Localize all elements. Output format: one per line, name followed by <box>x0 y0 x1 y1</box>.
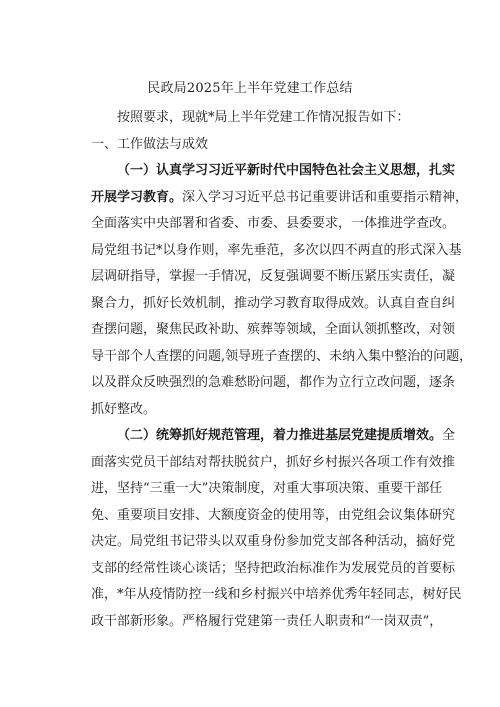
p2-line5: 决定。局党组书记带头以双重身份参加党支部各种活动，搞好党 <box>91 534 456 549</box>
p1-line2-text: 深入学习习近平总书记重要讲话和重要指示精神， <box>182 190 469 205</box>
p2-line8: 政干部新形象。严格履行党建第一责任人职责和“一岗双责”， <box>91 614 443 629</box>
p2-line7: 准，*年从疫情防控一线和乡村振兴中培养优秀年轻同志，树好民 <box>91 587 462 602</box>
p2-line2: 面落实党员干部结对帮扶脱贫户，抓好乡村振兴各项工作有效推 <box>91 455 456 470</box>
p1-line4: 局党组书记*以身作则，率先垂范，多次以四不两直的形式深入基 <box>91 243 462 258</box>
p1-heading-line1: （一）认真学习习近平新时代中国特色社会主义思想，扎实 <box>117 163 456 178</box>
section-heading-1: 一、工作做法与成效 <box>91 137 209 152</box>
p1-line8: 导干部个人查摆的问题,领导班子查摆的、未纳入集中整治的问题， <box>91 349 473 364</box>
p2-line1 <box>117 427 456 445</box>
p2-line3: 进，坚持“三重一大”决策制度，对重大事项决策、重要干部任 <box>91 481 443 496</box>
p2-line1-text: 全 <box>442 428 456 443</box>
p2-line6: 支部的经常性谈心谈话；坚持把政治标准作为发展党员的首要标 <box>91 561 456 576</box>
document-title: 民政局2025年上半年党建工作总结 <box>147 81 353 96</box>
intro-paragraph: 按照要求，现就*局上半年党建工作情况报告如下： <box>117 110 410 125</box>
p1-line6: 聚合力，抓好长效机制，推动学习教育取得成效。认真自查自纠 <box>91 296 456 311</box>
p1-line7: 查摆问题，聚焦民政补助、殡葬等领域，全面认领抓整改，对领 <box>91 322 456 337</box>
p1-line5: 层调研指导，掌握一手情况，反复强调要不断压紧压实责任，凝 <box>91 269 456 284</box>
p1-line2 <box>91 189 469 207</box>
p1-line9: 以及群众反映强烈的急难愁盼问题，都作为立行立改问题，逐条 <box>91 375 456 390</box>
p1-heading-line2: 开展学习教育。 <box>91 190 183 205</box>
p1-line10: 抓好整改。 <box>91 402 157 417</box>
p2-line4: 免、重要项目安排、大额度资金的使用等，由党组会议集体研究 <box>91 508 456 523</box>
p2-heading: （二）统筹抓好规范管理，着力推进基层党建提质增效。 <box>117 428 443 443</box>
p1-line3: 全面落实中央部署和省委、市委、县委要求，一体推进学查改。 <box>91 216 456 231</box>
